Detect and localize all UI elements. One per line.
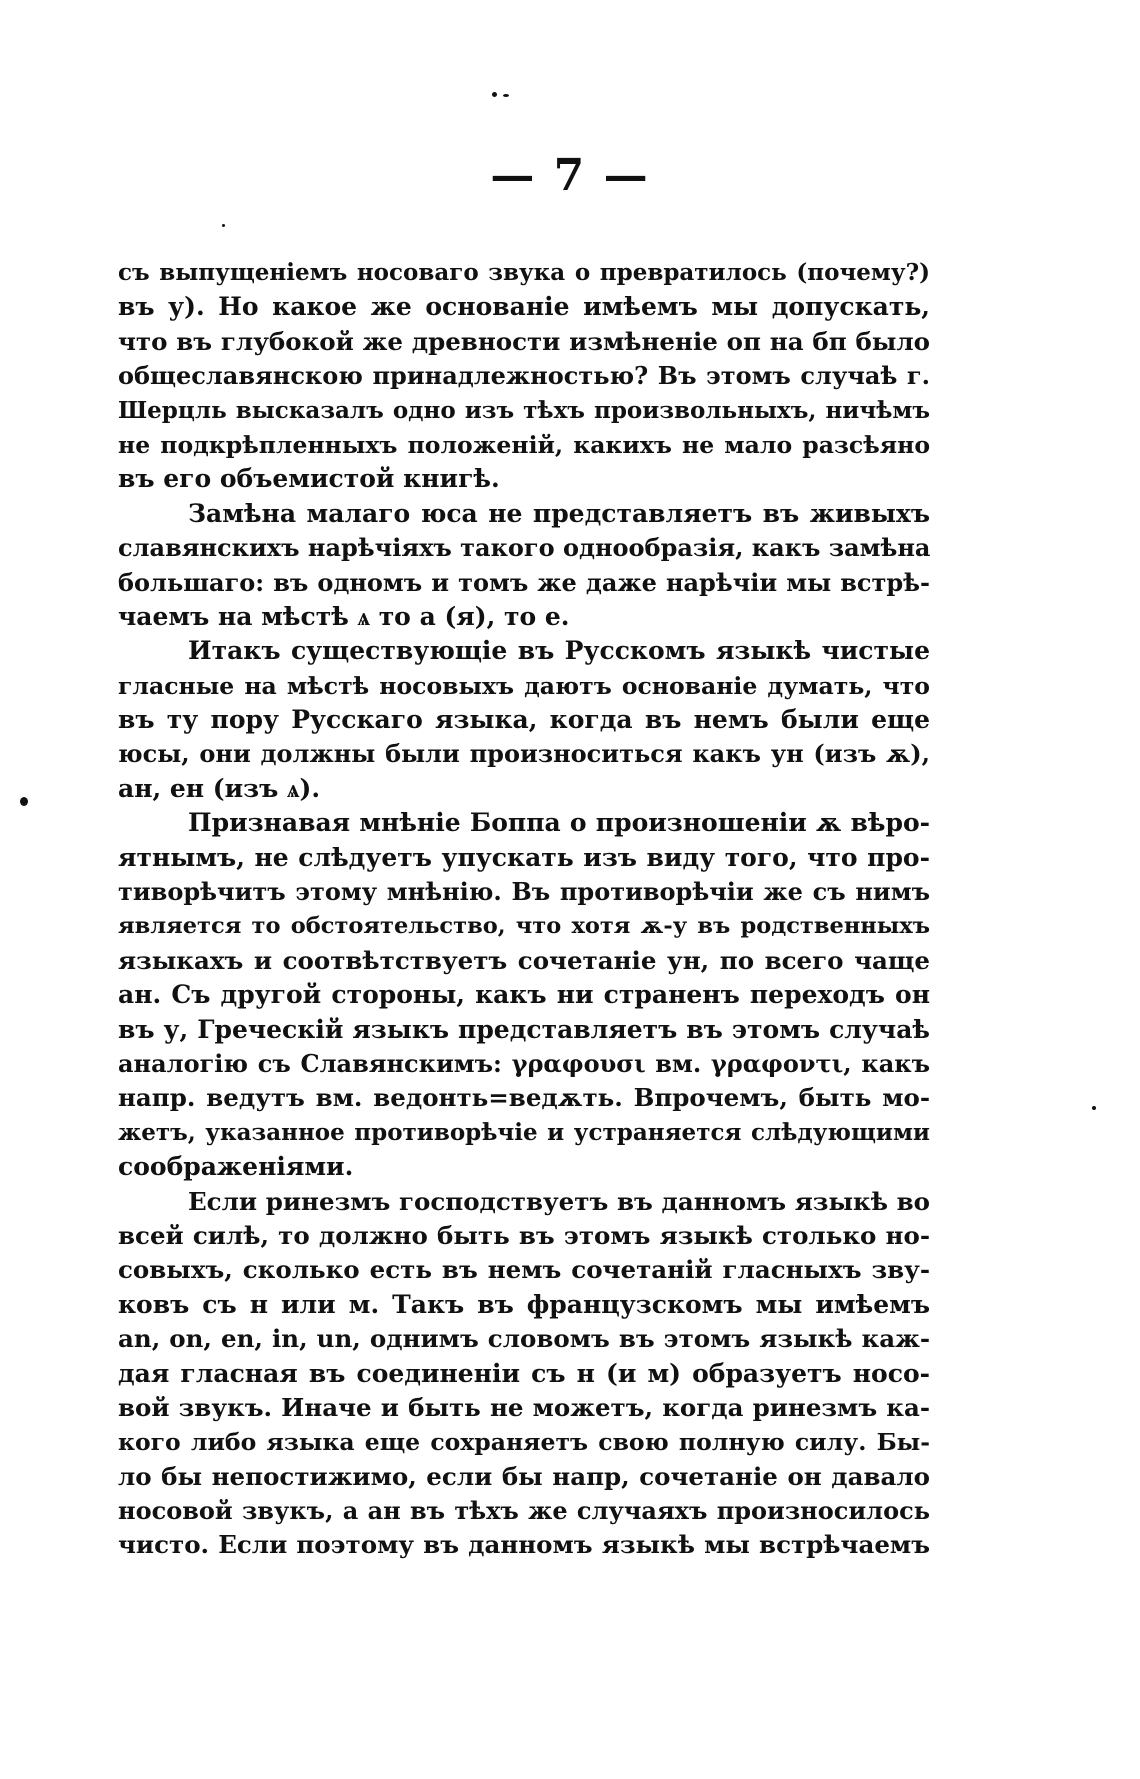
text-line: языкахъ и соотвѣтствуетъ сочетаніе ун, по всего чаще (118, 945, 930, 975)
text-line: кого либо языка еще сохраняетъ свою полную силу. Бы- (118, 1428, 930, 1457)
text-line: напр. ведутъ вм. ведонть=ведѫть. Впрочемъ, быть мо- (118, 1083, 930, 1113)
ink-speck (503, 94, 509, 97)
text-line: an, on, en, in, un, однимъ словомъ въ этомъ языкѣ каж- (118, 1324, 930, 1354)
text-line: Шерцль высказалъ одно изъ тѣхъ произвольныхъ, ничѣмъ (118, 396, 930, 424)
text-line: съ выпущеніемъ носоваго звука о превратилось (почему?) (118, 259, 930, 286)
ink-speck (1092, 1106, 1096, 1110)
ink-speck (20, 797, 28, 806)
text-line: что въ глубокой же древности измѣненіе оп на бп было (118, 326, 930, 356)
text-line: чаемъ на мѣстѣ ѧ то а (я), то е. (118, 601, 570, 631)
text-line: чисто. Если поэтому въ данномъ языкѣ мы встрѣчаемъ (118, 1530, 930, 1560)
text-line: въ его объемистой книгѣ. (118, 464, 500, 494)
text-line: юсы, они должны были произноситься какъ ун (изъ ѫ), (118, 739, 930, 769)
text-line: совыхъ, сколько есть въ немъ сочетаній гласныхъ зву- (118, 1255, 930, 1285)
text-line: ло бы непостижимо, если бы напр, сочетаніе он давало (118, 1461, 930, 1491)
text-line: соображеніями. (118, 1152, 354, 1182)
text-line: жетъ, указанное противорѣчіе и устраняется слѣдующими (118, 1118, 930, 1146)
text-line: ятнымъ, не слѣдуетъ упускать изъ виду того, что про- (118, 842, 930, 872)
text-line: большаго: въ одномъ и томъ же даже нарѣчіи мы встрѣ- (118, 567, 930, 597)
text-line: всей силѣ, то должно быть въ этомъ языкѣ столько но- (118, 1220, 930, 1250)
text-line: въ ту пору Русскаго языка, когда въ немъ были еще (118, 705, 930, 735)
text-line: не подкрѣпленныхъ положеній, какихъ не мало разсѣяно (118, 430, 930, 459)
text-line: ан. Съ другой стороны, какъ ни страненъ переходъ он (118, 980, 930, 1010)
text-line: ан, ен (изъ ѧ). (118, 773, 321, 803)
text-line: въ у, Греческій языкъ представляетъ въ этомъ случаѣ (118, 1014, 930, 1044)
text-line: ковъ съ н или м. Такъ въ французскомъ мы имѣемъ (118, 1289, 930, 1319)
text-line: Если ринезмъ господствуетъ въ данномъ языкѣ во (188, 1186, 930, 1216)
text-line: дая гласная въ соединеніи съ н (и м) образуетъ носо- (118, 1358, 930, 1388)
page-number: — 7 — (490, 150, 650, 201)
ink-speck (492, 92, 497, 97)
text-line: общеславянскою принадлежностью? Въ этомъ случаѣ г. (118, 361, 930, 391)
text-line: въ у). Но какое же основаніе имѣемъ мы допускать, (118, 292, 930, 322)
text-line: гласные на мѣстѣ носовыхъ даютъ основаніе думать, что (118, 671, 930, 700)
text-line: является то обстоятельство, что хотя ѫ-у въ родственныхъ (118, 913, 930, 940)
text-line: аналогію съ Славянскимъ: γραφουσι вм. γραφοντι, какъ (118, 1048, 930, 1078)
text-line: славянскихъ нарѣчіяхъ такого однообразія, какъ замѣна (118, 533, 930, 563)
text-line: вой звукъ. Иначе и быть не можетъ, когда ринезмъ ка- (118, 1392, 930, 1422)
text-line: тиворѣчитъ этому мнѣнію. Въ противорѣчіи же съ нимъ (118, 877, 930, 907)
text-line: Замѣна малаго юса не представляетъ въ живыхъ (188, 498, 930, 528)
body-text (118, 256, 930, 1563)
text-line: носовой звукъ, а ан въ тѣхъ же случаяхъ произносилось (118, 1496, 930, 1526)
text-line: Итакъ существующіе въ Русскомъ языкѣ чистые (188, 636, 930, 666)
text-line: Признавая мнѣніе Боппа о произношеніи ѫ вѣро- (188, 808, 930, 838)
ink-speck (222, 224, 225, 227)
